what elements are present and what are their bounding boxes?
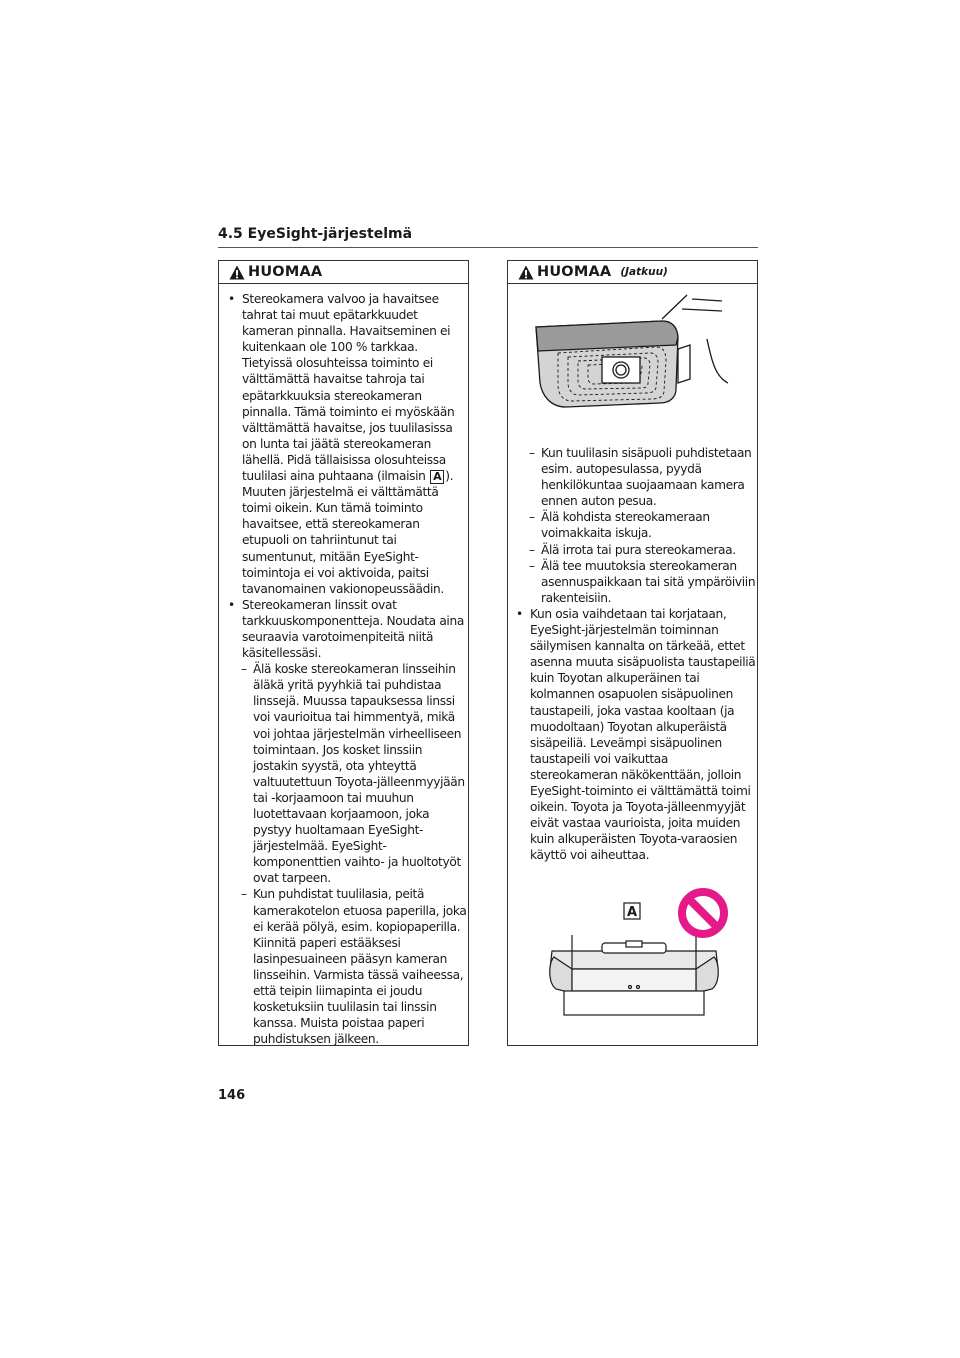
bullet-item: [511, 606, 756, 864]
dash-item: [511, 509, 756, 541]
bullet-mark: •: [228, 597, 235, 612]
caution-title: HUOMAA: [248, 264, 323, 280]
dash-text: Älä tee muutoksia stereokameran asennuspaikkaan tai sitä ympäröiviin rakenteisiin.: [541, 558, 756, 605]
dash-text: Älä irrota tai pura stereokameraa.: [541, 542, 736, 557]
bullet-text: Kun osia vaihdetaan tai korjataan, EyeSight-järjestelmän toiminnan säilymisen kannalta on tärkeää, ettet asenna muuta sisäpuolista taustapeiliä kuin Toyotan alkuperäinen tai kolmannen osapuolen sisäpuolinen taustapeili, joka vastaa kooltaan (ja muodoltaan) Toyotan alkuperäistä sisäpeiliä. Leveämpi sisäpuolinen taustapeili voi vaikuttaa stereokameran näkökenttään, jolloin EyeSight-toiminto ei välttämättä toimi oikein. Toyota ja Toyota-jälleenmyyjät eivät vastaa vaurioista, joita muiden kuin alkuperäisten Toyota-varaosien käyttö voi aiheuttaa.: [530, 606, 756, 863]
page-number: 146: [218, 1088, 246, 1103]
bullet-item: [223, 291, 467, 597]
prohibition-icon: [676, 886, 730, 940]
dash-mark: –: [529, 446, 535, 460]
caution-header: [508, 261, 757, 284]
warning-triangle-icon: [518, 265, 534, 280]
dash-item: [511, 542, 756, 558]
dash-item: [223, 661, 467, 886]
bullet-item: [223, 597, 467, 661]
bullet-text: Stereokamera valvoo ja havaitsee tahrat tai muut epätarkkuudet kameran pinnalla. Havaitseminen ei kuitenkaan ole 100 % tarkkaa. Tietyissä olosuhteissa toiminto ei välttämättä havaitse tahroja tai epätarkkuuksia stereokameran pinnalla. Tämä toiminto ei myöskään välttämättä havaitse, jos tuulilasissa on lunta tai jäätä stereokameran lähellä. Pidä tällaisissa olosuhteissa tuulilasi aina puhtaana (ilmaisin: [242, 292, 455, 484]
dash-item: [511, 445, 756, 509]
caution-title: HUOMAA: [537, 264, 612, 280]
bullet-text-continued: ). Muuten järjestelmä ei välttämättä toimi oikein. Kun tämä toiminto havaitsee, että stereokameran etupuoli on tahriintunut tai sumentunut, mitään EyeSight-toimintoja ei voi aktivoida, paitsi tavanomainen vakionopeussäädin.: [242, 469, 454, 596]
dash-text: Kun puhdistat tuulilasia, peitä kamerakotelon etuosa paperilla, joka ei kerää pölyä, esim. kopiopaperilla. Kiinnitä paperi estääksesi lasinpesuaineen pääsyn kameran linsseihin. Varmista tässä vaiheessa, että teipin liimapinta ei joudu kosketuksiin tuulilasin tai linssin kanssa. Muista poistaa paperi puhdistuksen jälkeen.: [253, 887, 467, 1047]
caution-content: [511, 445, 756, 863]
caution-header: [219, 261, 468, 284]
dash-mark: –: [241, 662, 247, 677]
dash-text: Älä koske stereokameran linsseihin äläkä yritä pyyhkiä tai puhdistaa linssejä. Muussa tapauksessa linssi voi vaurioitua tai himmentyä, mikä voi johtaa järjestelmän virheelliseen toimintaan. Jos kosket linssiin jostakin syystä, ota yhteyttä valtuutettuun Toyota-jälleenmyyjään tai -korjaamoon tai muuhun luotettavaan korjaamoon, joka pystyy huoltamaan EyeSight-järjestelmää. EyeSight-komponenttien vaihto- ja huoltotyöt ovat tarpeen.: [253, 662, 465, 886]
dash-text: Älä kohdista stereokameraan voimakkaita iskuja.: [541, 510, 710, 541]
bullet-mark: •: [516, 606, 523, 621]
dash-item: [511, 558, 756, 606]
caution-content: [223, 291, 467, 1047]
dash-mark: –: [241, 887, 247, 902]
bullet-text: Stereokameran linssit ovat tarkkuuskomponentteja. Noudata aina seuraavia varotoimenpiteitä niitä käsitellessäsi.: [242, 597, 464, 661]
label-a-badge: A: [430, 470, 444, 484]
continued-label: (Jatkuu): [620, 266, 668, 278]
dash-mark: –: [529, 558, 535, 573]
dash-item: [223, 886, 467, 1047]
warning-triangle-icon: [229, 265, 245, 280]
dash-text: Kun tuulilasin sisäpuoli puhdistetaan esim. autopesulassa, pyydä henkilökuntaa suojaamaan kamera ennen auton pesua.: [541, 446, 752, 509]
stereo-camera-illustration: [532, 291, 732, 441]
bullet-mark: •: [228, 292, 235, 306]
section-title: 4.5 EyeSight-järjestelmä: [218, 226, 758, 248]
caution-box-left: [218, 260, 469, 1046]
dash-mark: –: [529, 510, 535, 525]
dash-mark: –: [529, 542, 535, 557]
figure-label: A: [626, 905, 638, 920]
caution-box-right: [507, 260, 758, 1046]
